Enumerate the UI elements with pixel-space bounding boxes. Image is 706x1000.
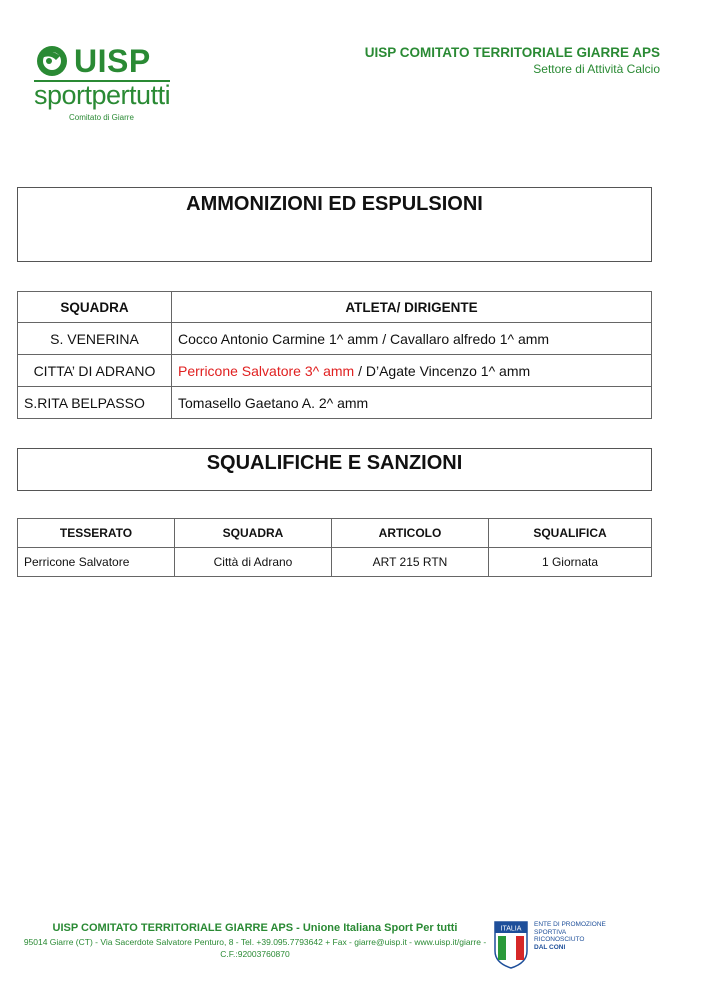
table-header-row [18, 292, 652, 323]
tesserato-cell: Perricone Salvatore [18, 548, 175, 577]
letterhead-title: UISP COMITATO TERRITORIALE GIARRE APS [364, 45, 660, 60]
athlete-cell [172, 323, 652, 355]
coni-badge [494, 921, 614, 971]
squalifiche-table [17, 518, 652, 577]
section-squalifiche-title: SQUALIFICHE E SANZIONI [206, 452, 463, 474]
section-squalifiche-box [17, 448, 652, 491]
col-header-squadra: SQUADRA [175, 519, 332, 548]
col-header-tesserato: TESSERATO [18, 519, 175, 548]
footer-address: 95014 Giarre (CT) - Via Sacerdote Salvatore Penturo, 8 - Tel. +39.095.7793642 + Fax - giarre@uisp.it - www.uisp.it/giarre - [23, 937, 487, 947]
articolo-cell: ART 215 RTN [332, 548, 489, 577]
uisp-logo [32, 42, 177, 124]
table-row [18, 355, 652, 387]
col-header-atleta: ATLETA/ DIRIGENTE [172, 292, 652, 323]
athlete-text: Tomasello Gaetano A. 2^ amm [178, 394, 369, 411]
col-header-squadra: SQUADRA [18, 292, 172, 323]
coni-text-line: SPORTIVA [534, 928, 567, 936]
coni-text [534, 921, 614, 951]
letterhead-subtitle: Settore di Attività Calcio [533, 62, 660, 76]
coni-text-line: RICONOSCIUTO [534, 936, 585, 943]
footer-tax-code: C.F.:92003760870 [220, 949, 290, 959]
logo-tagline: sportpertutti [34, 80, 171, 110]
section-ammonizioni-title: AMMONIZIONI ED ESPULSIONI [186, 193, 483, 215]
table-row [18, 323, 652, 355]
team-cell: S. VENERINA [18, 323, 172, 355]
italia-shield-icon [494, 921, 528, 969]
squalifica-cell: 1 Giornata [489, 548, 652, 577]
footer [20, 921, 490, 960]
team-cell: S.RITA BELPASSO [18, 387, 172, 419]
athlete-cell [172, 387, 652, 419]
coni-text-line: ENTE DI PROMOZIONE [534, 921, 606, 928]
italia-label: ITALIA [500, 925, 522, 933]
athlete-cell [172, 355, 652, 387]
footer-title: UISP COMITATO TERRITORIALE GIARRE APS - Unione Italiana Sport Per tutti [52, 922, 458, 934]
section-ammonizioni-box [17, 187, 652, 262]
athlete-text: Cocco Antonio Carmine 1^ amm / Cavallaro alfredo 1^ amm [178, 330, 550, 347]
athlete-text: / D’Agate Vincenzo 1^ amm [354, 362, 531, 379]
col-header-squalifica: SQUALIFICA [489, 519, 652, 548]
athlete-red-text: Perricone Salvatore 3^ amm [178, 362, 355, 379]
table-header-row [18, 519, 652, 548]
coni-text-line: DAL CONI [534, 943, 566, 951]
ammonizioni-table [17, 291, 652, 419]
uisp-runner-icon [32, 44, 72, 78]
table-row [18, 387, 652, 419]
squadra-cell: Città di Adrano [175, 548, 332, 577]
table-row [18, 548, 652, 577]
letterhead [365, 44, 660, 77]
team-cell: CITTA’ DI ADRANO [18, 355, 172, 387]
col-header-articolo: ARTICOLO [332, 519, 489, 548]
logo-committee: Comitato di Giarre [69, 113, 134, 122]
logo-brand: UISP [74, 43, 151, 79]
